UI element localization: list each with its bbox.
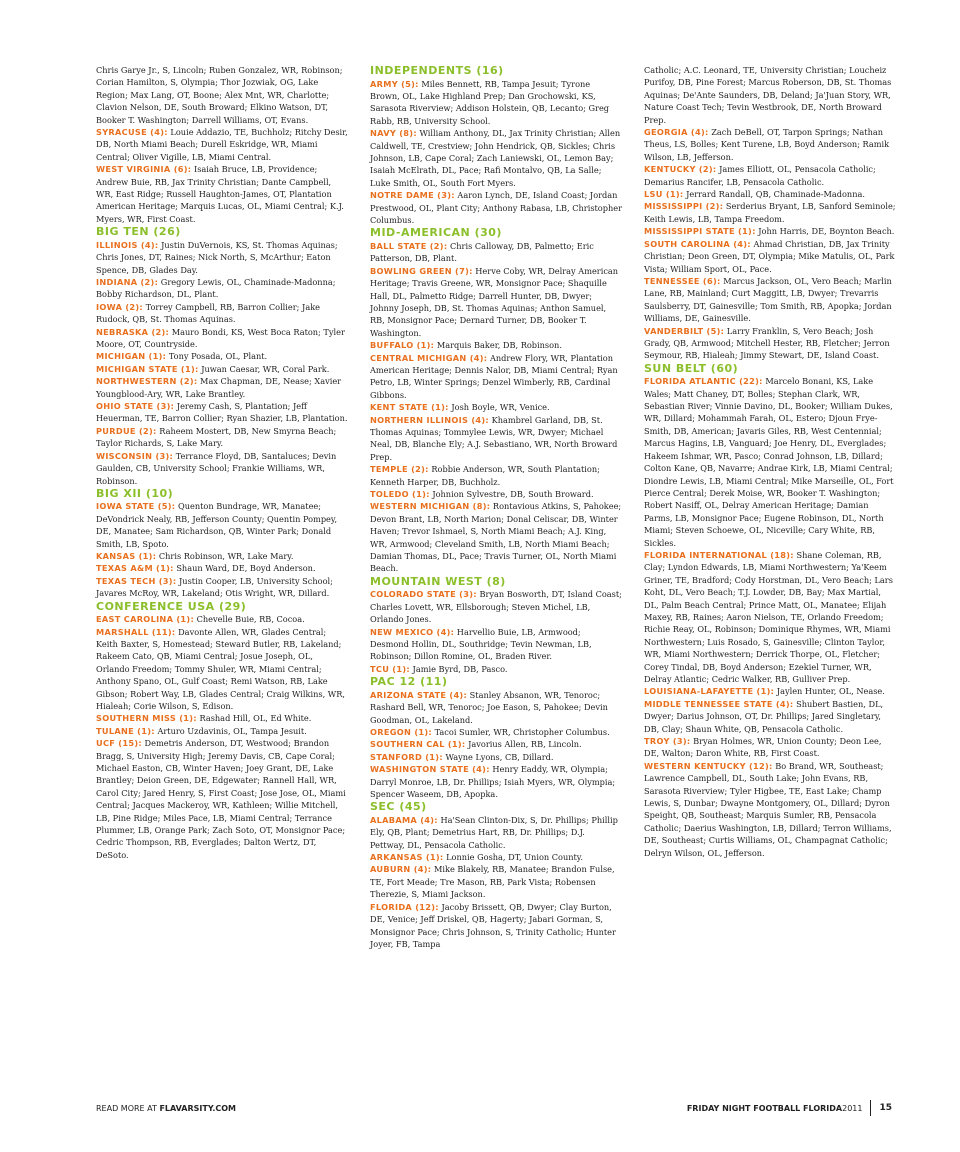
team-name: NORTHERN ILLINOIS (4): — [370, 414, 489, 425]
player-list: Herve Coby, WR, Delray American Heritage; Travis Greene, WR, Monsignor Pace; Shaquille Hall, DL, Palmetto Ridge; Darrell Hunter, DB, Dwyer; Johnny Joseph, DB, St. Thomas Aquinas; Anthon Samuel, RB, Monsignor Pace; Dernard Turner, DB, Booker T. Washington. — [370, 265, 619, 338]
player-list: Khambrel Garland, DB, St. Thomas Aquinas; Tommylee Lewis, WR, Dwyer; Michael Neal, DB, Blanche Ely; A.J. Sebastiano, WR, North Broward Prep. — [370, 414, 618, 462]
team-entry — [370, 901, 622, 951]
team-entry — [96, 626, 348, 713]
player-list: Ha'Sean Clinton-Dix, S, Dr. Phillips; Phillip Ely, QB, Plant; Demetrius Hart, RB, Dr. Phillips; D.J. Pettway, DL, Pensacola Catholic. — [370, 814, 618, 850]
footer-right — [687, 1100, 892, 1116]
team-entry — [96, 276, 348, 301]
player-list: Jacoby Brissett, QB, Dwyer; Clay Burton, DE, Venice; Jeff Driskel, QB, Hagerty; Jabari Gorman, S, Monsignor Pace; Chris Johnson, S, Trinity Catholic; Hunter Joyer, FB, Tampa — [370, 901, 616, 949]
player-list: Zach DeBell, OT, Tarpon Springs; Nathan Theus, LS, Bolles; Kent Turene, LB, Boyd Anderson; Ramik Wilson, LB, Jefferson. — [644, 127, 890, 162]
team-entry — [370, 463, 622, 488]
team-name: INDIANA (2): — [96, 277, 159, 287]
team-entry — [370, 663, 622, 675]
player-list: John Harris, DE, Boynton Beach. — [755, 226, 895, 237]
player-list: Ahmad Christian, DB, Jax Trinity Christian; Deon Green, DT, Olympia; Mike Matulis, OL, Park Vista; William Sport, OL, Pace. — [644, 238, 895, 274]
player-list: James Elliott, OL, Pensacola Catholic; Demarius Rancifer, LB, Pensacola Catholic. — [644, 164, 876, 187]
player-list: Tacoi Sumler, WR, Christopher Columbus. — [432, 726, 610, 737]
player-list: Justin DuVernois, KS, St. Thomas Aquinas; Chris Jones, DT, Raines; Nick North, S, McArthur; Eaton Spence, DB, Glades Day. — [96, 239, 338, 275]
player-list: Davonte Allen, WR, Glades Central; Keith Baxter, S, Homestead; Steward Butler, RB, Lakeland; Rakeem Cato, QB, Miami Central; Josue Joseph, OL, Orlando Freedom; Tommy Shuler, WR, Miami Central; Anthony Spano, OL, Gulf Coast; Remi Watson, RB, Lake Gibson; Robert Way, LB, Glades Central; Craig Wilkins, WR, Hialeah; Corie Wilson, S, Edison. — [96, 626, 345, 711]
team-name: NEW MEXICO (4): — [370, 626, 455, 637]
team-entry — [644, 163, 896, 188]
team-entry — [370, 851, 622, 863]
player-list: Isaiah Bruce, LB, Providence; Andrew Buie, RB, Jax Trinity Christian; Dante Campbell, WR, East Ridge; Russell Haughton-James, OT, Plantation American Heritage; Marquis Lucas, OL, Miami Central; K.J. Myers, WR, First Coast. — [96, 164, 344, 224]
team-entry — [644, 698, 896, 735]
team-name: FLORIDA (12): — [370, 901, 439, 912]
team-name: FLORIDA ATLANTIC (22): — [644, 376, 763, 387]
team-entry — [370, 240, 622, 265]
team-entry — [370, 814, 622, 851]
player-list: Max Chapman, DE, Nease; Xavier Youngblood-Ary, WR, Lake Brantley. — [96, 376, 342, 399]
team-entry — [96, 350, 348, 362]
player-list: Henry Eaddy, WR, Olympia; Darryl Monroe, LB, Dr. Phillips; Isiah Myers, WR, Olympia; Spencer Waseem, DB, Apopka. — [370, 764, 616, 799]
team-entry — [370, 127, 622, 189]
team-entry — [370, 414, 622, 464]
team-name: ARMY (5): — [370, 78, 419, 89]
player-list: Tony Posada, OL, Plant. — [166, 351, 268, 362]
team-entry — [370, 626, 622, 663]
player-list: Bo Brand, WR, Southeast; Lawrence Campbell, DL, South Lake; John Evans, RB, Sarasota Riverview; Tyler Higbee, TE, East Lake; Champ Lewis, S, Dunbar; Dwayne Montgomery, OL, Dillard; Dyron Speight, QB, Southeast; Marquis Sumler, RB, Pensacola Catholic; Daerius Washington, LB, Dillard; Terron Williams, DE, Southeast; Curtis Williams, OL, Champagnat Catholic; Delryn Wilson, OL, Jefferson. — [644, 760, 892, 858]
team-name: OHIO STATE (3): — [96, 401, 175, 412]
player-list: Aaron Lynch, DE, Island Coast; Jordan Prestwood, OL, Plant City; Anthony Rabasa, LB, Christopher Columbus. — [370, 190, 623, 225]
player-list: Jamie Byrd, DB, Pasco. — [409, 663, 508, 674]
team-name: ARKANSAS (1): — [370, 852, 444, 863]
team-entry — [370, 265, 622, 339]
team-entry — [96, 613, 348, 625]
team-name: NAVY (8): — [370, 128, 417, 139]
team-name: WASHINGTON STATE (4): — [370, 764, 490, 775]
footer-publication-title: FRIDAY NIGHT FOOTBALL FLORIDA — [686, 1103, 843, 1113]
team-name: TULANE (1): — [96, 725, 155, 736]
team-name: BALL STATE (2): — [370, 240, 448, 251]
team-name: TOLEDO (1): — [370, 489, 430, 499]
team-entry — [96, 363, 348, 375]
player-list: Jeremy Cash, S, Plantation; Jeff Heuerman, TE, Barron Collier; Ryan Shazier, LB, Plantation. — [96, 401, 348, 424]
conference-heading: CONFERENCE USA (29) — [96, 599, 247, 613]
team-entry — [96, 725, 348, 737]
team-entry — [96, 562, 348, 574]
team-entry — [370, 488, 622, 500]
team-name: WISCONSIN (3): — [96, 450, 174, 461]
column-2 — [370, 64, 622, 1074]
team-name: ARIZONA STATE (4): — [370, 689, 468, 700]
team-name: TEMPLE (2): — [370, 464, 429, 475]
continued-player-list: Chris Garye Jr., S, Lincoln; Ruben Gonzalez, WR, Robinson; Corian Hamilton, S, Olympia; Thor Jozwiak, OG, Lake Region; Max Lang, OT, Boone; Alex Mnt, WR, Charlotte; Clavion Nelson, DE, South Broward; Elkino Watson, DT, Booker T. Washington; Darrell Williams, OT, Evans. — [96, 65, 343, 125]
team-name: FLORIDA INTERNATIONAL (18): — [644, 549, 794, 560]
player-list: Juwan Caesar, WR, Coral Park. — [198, 363, 330, 374]
conference-heading: SUN BELT (60) — [644, 361, 739, 375]
player-list: Stanley Absanon, WR, Tenoroc; Rashard Bell, WR, Tenoroc; Joe Eason, S, Pahokee; Devin Goodman, OL, Lakeland. — [370, 689, 608, 725]
team-entry — [96, 425, 348, 450]
player-list: Chris Calloway, DB, Palmetto; Eric Patterson, DB, Plant. — [370, 240, 594, 264]
footer-year: 2011 — [842, 1103, 863, 1113]
page-number: 15 — [879, 1103, 892, 1113]
team-name: SYRACUSE (4): — [96, 127, 168, 138]
team-entry — [96, 575, 348, 600]
player-list: Mike Blakely, RB, Manatee; Brandon Fulse, TE, Fort Meade; Tre Mason, RB, Park Vista; Robensen Therezie, S, Miami Jackson. — [370, 864, 615, 900]
team-name: IOWA (2): — [96, 301, 144, 312]
team-name: SOUTHERN MISS (1): — [96, 713, 197, 724]
team-name: IOWA STATE (5): — [96, 501, 176, 512]
recruit-columns — [96, 64, 896, 1074]
conference-heading: SEC (45) — [370, 800, 427, 814]
team-entry — [370, 751, 622, 763]
team-entry — [370, 588, 622, 625]
player-list: Larry Franklin, S, Vero Beach; Josh Grady, QB, Armwood; Mitchell Hester, RB, Fletcher; Jerron Seymour, RB, Hialeah; Jimmy Stewart, DE, Island Coast. — [644, 325, 890, 361]
conference-heading: PAC 12 (11) — [370, 675, 448, 689]
column-3 — [644, 64, 896, 1074]
team-name: OREGON (1): — [370, 726, 432, 737]
team-entry — [96, 375, 348, 400]
team-name: AUBURN (4): — [370, 864, 432, 875]
team-name: PURDUE (2): — [96, 425, 157, 436]
team-name: KANSAS (1): — [96, 551, 157, 562]
team-entry — [96, 550, 348, 562]
player-list: Andrew Flory, WR, Plantation American Heritage; Dennis Nalor, DB, Miami Central; Ryan Petro, LB, Winter Springs; Denzel Wimberly, RB, Cardinal Gibbons. — [370, 352, 618, 400]
team-entry — [370, 78, 622, 128]
team-name: WESTERN MICHIGAN (8): — [370, 501, 491, 512]
player-list: Raheem Mostert, DB, New Smyrna Beach; Taylor Richards, S, Lake Mary. — [96, 425, 337, 449]
player-list: Jaylen Hunter, OL, Nease. — [774, 686, 885, 697]
team-name: UCF (15): — [96, 738, 142, 749]
team-name: SOUTH CAROLINA (4): — [644, 238, 751, 249]
team-name: MISSISSIPPI STATE (1): — [644, 226, 756, 237]
team-entry — [96, 326, 348, 351]
player-list: Marcus Jackson, OL, Vero Beach; Marlin Lane, RB, Mainland; Curt Maggitt, LB, Dwyer; Trevarris Saulsberry, DT, Gainesville; Tom Smith, RB, Apopka; Jordan Williams, DE, Gainesville. — [644, 275, 892, 324]
team-entry — [370, 726, 622, 738]
team-name: BUFFALO (1): — [370, 340, 435, 351]
team-name: LOUISIANA-LAFAYETTE (1): — [644, 686, 775, 697]
player-list: Demetris Anderson, DT, Westwood; Brandon Bragg, S, University High; Jeremy Davis, CB, Cape Coral; Michael Easton, CB, Winter Haven; Joey Grant, DE, Lake Brantley; Deion Green, DE, Edgewater; Rannell Hall, WR, Carol City; Jared Henry, S, First Coast; Jose Jose, OL, Miami Central; Jacques Mackeroy, WR, Kathleen; Willie Mitchell, LB, Pine Ridge; Miles Pace, LB, Miami Central; Terrance Plummer, LB, Orange Park; Zach Soto, OT, Monsignor Pace; Cedric Thompson, RB, Everglades; Dalton Wertz, DT, DeSoto. — [96, 738, 346, 860]
player-list: Wayne Lyons, CB, Dillard. — [442, 751, 554, 762]
team-name: KENTUCKY (2): — [644, 164, 717, 175]
team-name: MICHIGAN (1): — [96, 351, 167, 362]
team-name: TROY (3): — [644, 736, 691, 747]
team-name: BOWLING GREEN (7): — [370, 265, 473, 276]
footer-divider — [870, 1100, 871, 1116]
team-entry — [644, 325, 896, 362]
team-entry — [96, 712, 348, 724]
team-entry — [644, 225, 896, 237]
team-entry — [370, 339, 622, 351]
team-name: TEXAS TECH (3): — [96, 575, 177, 586]
team-entry — [644, 685, 896, 697]
team-entry — [96, 400, 348, 425]
team-name: MIDDLE TENNESSEE STATE (4): — [644, 698, 794, 709]
team-name: TEXAS A&M (1): — [96, 563, 174, 574]
player-list: Bryan Holmes, WR, Union County; Deon Lee, DE, Walton; Daron White, RB, First Coast. — [644, 736, 882, 759]
team-name: ILLINOIS (4): — [96, 239, 159, 250]
player-list: Johnion Sylvestre, DB, South Broward. — [429, 489, 594, 499]
player-list: Marcelo Bonani, KS, Lake Wales; Matt Chaney, DT, Bolles; Stephan Clark, WR, Sebastian River; Vinnie Davino, DL, Booker; William Dukes, WR, Dillard; Mohammah Farah, OL, Estero; Djoun Frye-Smith, DB, American; Javaris Giles, RB, West Centennial; Marcus Hagins, LB, Vanguard; Joe Henry, DL, Everglades; Hakeem Ishmar, WR, Pasco; Conrad Johnson, LB, Dillard; Colton Kane, QB, Navarre; Andrae Kirk, LB, Miami Central; Diondre Lewis, LB, Miami Central; Mike Marseille, OL, Fort Pierce Central; Derek Moise, WR, Booker T. Washington; Robert Nasiff, OL, Delray American Heritage; Damian Parms, LB, Monsignor Pace; Eugene Robinson, DL, North Miami; Steven Schoewe, OL, Niceville; Cary White, RB, Sickles. — [644, 376, 894, 548]
continued-player-list: Catholic; A.C. Leonard, TE, University Christian; Loucheiz Purifoy, DB, Pine Forest; Marcus Roberson, DB, St. Thomas Aquinas; De'Ante Saunders, DB, Deland; Ja'Juan Story, WR, Nature Coast Tech; Tevin Westbrook, DE, North Broward Prep. — [644, 65, 892, 125]
player-list: Terrance Floyd, DB, Santaluces; Devin Gaulden, CB, University School; Frankie Williams, WR, Robinson. — [96, 450, 337, 486]
team-name: STANFORD (1): — [370, 751, 443, 762]
player-list: Rashad Hill, OL, Ed White. — [196, 713, 312, 724]
team-name: VANDERBILT (5): — [644, 325, 725, 336]
team-entry — [370, 352, 622, 402]
conference-heading: BIG TEN (26) — [96, 225, 181, 239]
page-footer — [96, 1100, 892, 1116]
team-entry — [96, 239, 348, 276]
team-name: NOTRE DAME (3): — [370, 190, 455, 201]
player-list: Louie Addazio, TE, Buchholz; Ritchy Desir, DB, North Miami Beach; Durell Eskridge, WR, Miami Central; Oliver Vigille, LB, Miami Central. — [96, 127, 348, 162]
team-name: GEORGIA (4): — [644, 127, 709, 138]
team-name: MICHIGAN STATE (1): — [96, 363, 199, 374]
team-entry — [96, 500, 348, 550]
team-entry — [370, 863, 622, 900]
player-list: Harvellio Buie, LB, Armwood; Desmond Hollin, DL, Southridge; Tevin Newman, LB, Robinson; Dillon Romine, OL, Braden River. — [370, 626, 592, 662]
team-name: LSU (1): — [644, 189, 684, 200]
player-list: Chevelle Buie, RB, Cocoa. — [194, 614, 305, 625]
team-entry — [644, 375, 896, 549]
team-entry — [644, 200, 896, 225]
team-name: CENTRAL MICHIGAN (4): — [370, 352, 488, 363]
team-name: MARSHALL (11): — [96, 626, 176, 637]
player-list: Quenton Bundrage, WR, Manatee; DeVondrick Nealy, RB, Jefferson County; Quentin Pompey, DE, Manatee; Sam Richardson, QB, Winter Park; Donald Smith, LB, Spoto. — [96, 501, 338, 549]
footer-site-link[interactable]: FLAVARSITY.COM — [159, 1103, 236, 1113]
team-entry — [644, 735, 896, 760]
footer-read-more: READ MORE AT — [96, 1103, 160, 1113]
player-list: Shubert Bastien, DL, Dwyer; Darius Johnson, OT, Dr. Phillips; Jared Singletary, DB, Clay; Shaun White, QB, Pensacola Catholic. — [644, 698, 884, 734]
team-entry — [96, 450, 348, 487]
column-1 — [96, 64, 348, 1074]
player-list: Rontavious Atkins, S, Pahokee; Devon Brant, LB, North Marion; Donal Celiscar, DB, Winter Haven; Trevor Ishmael, S, North Miami Beach; A.J. King, WR, Armwood; Cleveland Smith, LB, North Miami Beach; Damian Thomas, DL, Pace; Travis Turner, OL, North Miami Beach. — [370, 501, 622, 574]
player-list: Lonnie Gosha, DT, Union County. — [443, 852, 583, 863]
team-name: TCU (1): — [370, 663, 410, 674]
team-name: TENNESSEE (6): — [644, 275, 721, 286]
player-list: Gregory Lewis, OL, Chaminade-Madonna; Bobby Richardson, DL, Plant. — [96, 277, 336, 300]
player-list: Robbie Anderson, WR, South Plantation; Kenneth Harper, DB, Buchholz. — [370, 464, 600, 487]
team-name: SOUTHERN CAL (1): — [370, 739, 466, 750]
footer-left — [96, 1104, 236, 1113]
team-entry — [370, 689, 622, 726]
team-entry — [644, 549, 896, 685]
team-entry — [644, 275, 896, 325]
team-name: KENT STATE (1): — [370, 402, 449, 413]
player-list: Arturo Uzdavinis, OL, Tampa Jesuit. — [154, 725, 307, 736]
team-entry — [96, 126, 348, 163]
team-entry — [96, 737, 348, 861]
conference-heading: MID-AMERICAN (30) — [370, 226, 502, 240]
team-name: MISSISSIPPI (2): — [644, 201, 724, 212]
player-list: Josh Boyle, WR, Venice. — [448, 402, 550, 413]
player-list: Bryan Bosworth, DT, Island Coast; Charles Lovett, WR, Ellsborough; Steven Michel, LB, Orlando Jones. — [370, 589, 622, 625]
team-name: COLORADO STATE (3): — [370, 589, 477, 600]
team-name: EAST CAROLINA (1): — [96, 614, 195, 625]
team-entry — [370, 738, 622, 750]
team-name: WESTERN KENTUCKY (12): — [644, 760, 773, 771]
team-entry — [96, 301, 348, 326]
team-name: NEBRASKA (2): — [96, 326, 170, 337]
player-list: Shaun Ward, DE, Boyd Anderson. — [173, 563, 316, 574]
team-entry — [644, 238, 896, 275]
team-entry — [644, 760, 896, 859]
team-entry — [370, 401, 622, 413]
player-list: Marquis Baker, DB, Robinson. — [434, 340, 562, 351]
team-entry — [644, 126, 896, 163]
team-name: ALABAMA (4): — [370, 814, 438, 825]
conference-heading: INDEPENDENTS (16) — [370, 64, 504, 77]
player-list: Javorius Allen, RB, Lincoln. — [465, 739, 582, 750]
team-entry — [96, 163, 348, 225]
player-list: Chris Robinson, WR, Lake Mary. — [156, 551, 294, 562]
player-list: Mauro Bondi, KS, West Boca Raton; Tyler Moore, OT, Countryside. — [96, 326, 345, 350]
team-entry — [370, 189, 622, 226]
team-entry — [370, 763, 622, 800]
player-list: Justin Cooper, LB, University School; Javares McRoy, WR, Lakeland; Otis Wright, WR, Dillard. — [96, 575, 333, 599]
player-list: Serderius Bryant, LB, Sanford Seminole; Keith Lewis, LB, Tampa Freedom. — [644, 201, 896, 224]
player-list: Miles Bennett, RB, Tampa Jesuit; Tyrone Brown, OL, Lake Highland Prep; Dan Grochowski, KS, Sarasota Riverview; Addison Holstein, QB, Lecanto; Greg Rabb, RB, University School. — [370, 78, 610, 126]
player-list: Jerrard Randall, QB, Chaminade-Madonna. — [683, 189, 865, 200]
player-list: William Anthony, DL, Jax Trinity Christian; Allen Caldwell, TE, Crestview; John Hendrick, QB, Sickles; Chris Johnson, LB, Cape Coral; Zach Laniewski, OL, Lemon Bay; Isaiah McElrath, DL, Pace; Rafi Montalvo, QB, La Salle; Luke Smith, OL, South Fort Myers. — [370, 128, 621, 188]
team-name: WEST VIRGINIA (6): — [96, 164, 192, 175]
team-entry — [370, 500, 622, 574]
conference-heading: BIG XII (10) — [96, 486, 174, 500]
player-list: Torrey Campbell, RB, Barron Collier; Jake Rudock, QB, St. Thomas Aquinas. — [96, 301, 321, 325]
team-name: NORTHWESTERN (2): — [96, 376, 198, 387]
conference-heading: MOUNTAIN WEST (8) — [370, 574, 506, 588]
player-list: Shane Coleman, RB, Clay; Lyndon Edwards, LB, Miami Northwestern; Ya'Keem Griner, TE, Bradford; Cody Horstman, DL, Vero Beach; Lars Koht, DL, Vero Beach; T.J. Lowder, DB, Bay; Max Martial, DL, Palm Beach Central; Prince Matt, OL, Manatee; Elijah Maxey, RB, Raines; Aaron Nielson, TE, Orlando Freedom; Richie Reay, OL, Robinson; Dominique Rhymes, WR, Miami Northwestern; Luis Rosado, S, Gainesville; Clinton Taylor, WR, Miami Northwestern; Derrick Thorpe, OL, Fletcher; Corey Tindal, DB, Boyd Anderson; Ezekiel Turner, WR, Delray Atlantic; Cedric Walker, RB, Gulliver Prep. — [644, 549, 893, 684]
team-entry — [644, 188, 896, 200]
